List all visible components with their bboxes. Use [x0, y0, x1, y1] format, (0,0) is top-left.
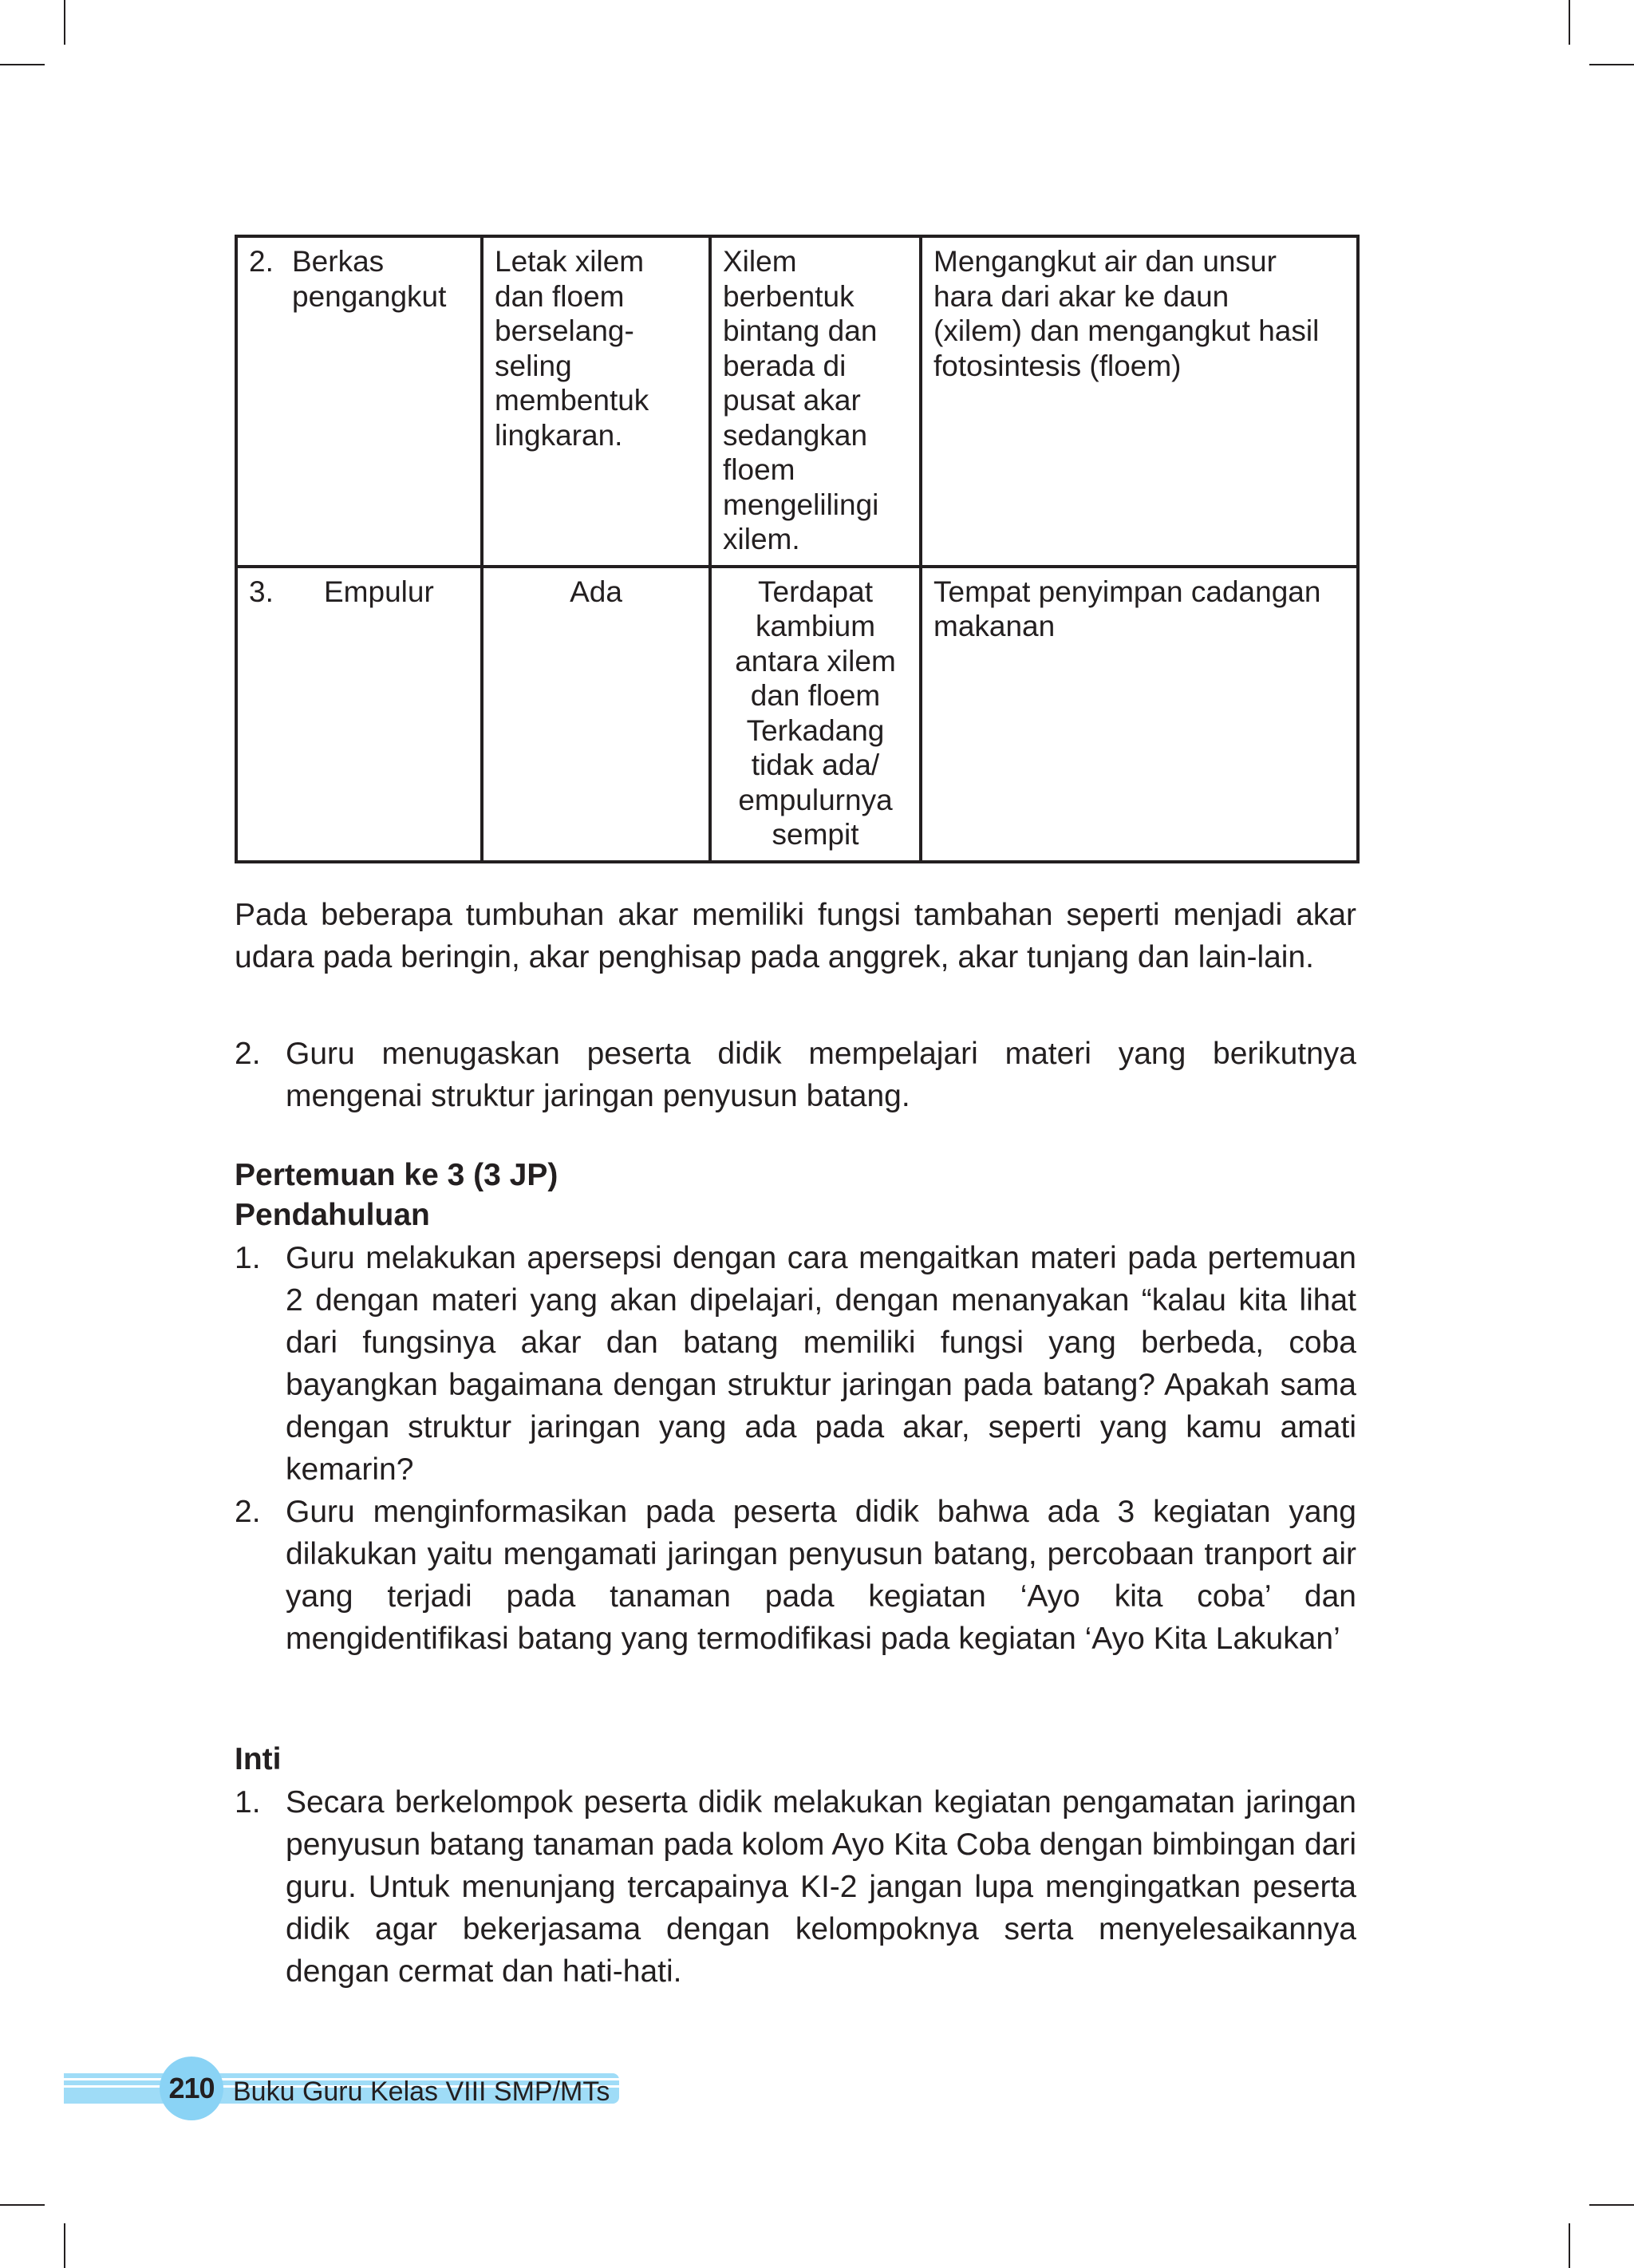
crop-mark [64, 0, 65, 45]
table-cell: Terdapat kambium antara xilem dan floem Terkadang tidak ada/ empulurnya sempit [710, 567, 921, 862]
list-text: Guru menugaskan peserta didik mempelajari materi yang berikutnya mengenai struktur jaringan penyusun batang. [286, 1037, 1356, 1113]
crop-mark [0, 64, 45, 65]
table-row [236, 567, 1358, 862]
subsection-heading: Inti [235, 1742, 282, 1776]
paragraph: Pada beberapa tumbuhan akar memiliki fungsi tambahan seperti menjadi akar udara pada beringin, akar penghisap pada anggrek, akar tunjang dan lain-lain. [235, 898, 1356, 974]
crop-mark [0, 2204, 45, 2206]
ordered-list [235, 1781, 1356, 1993]
ordered-list [235, 1237, 1356, 1660]
table-cell-part [236, 567, 482, 862]
row-number: 2. [249, 245, 274, 278]
ordered-list [235, 1033, 1356, 1117]
table-cell: Letak xilem dan floem berselang- seling membentuk lingkaran. [482, 236, 710, 567]
crop-mark [1589, 64, 1634, 65]
subsection-heading: Pendahuluan [235, 1198, 430, 1232]
table-cell: Xilem berbentuk bintang dan berada di pusat akar sedangkan floem mengelilingi xilem. [710, 236, 921, 567]
list-number: 2. [235, 1037, 261, 1071]
table-row [236, 236, 1358, 567]
root-structure-table [235, 235, 1360, 863]
part-name: Berkas pengangkut [292, 245, 447, 313]
crop-mark [1589, 2204, 1634, 2206]
list-number: 1. [235, 1785, 261, 1820]
list-text: Guru melakukan apersepsi dengan cara mengaitkan materi pada pertemuan 2 dengan materi yang akan dipelajari, dengan menanyakan “kalau kita lihat dari fungsinya akar dan batang memiliki fungsi yang berbeda, coba bayangkan bagaimana dengan struktur jaringan pada batang? Apakah sama dengan struktur jaringan yang ada pada akar, seperti yang kamu amati kemarin? [286, 1241, 1356, 1487]
list-text: Guru menginformasikan pada peserta didik bahwa ada 3 kegiatan yang dilakukan yaitu mengamati jaringan penyusun batang, percobaan tranport air yang terjadi pada tanaman pada kegiatan ‘Ayo kita coba’ dan mengidentifikasi batang yang termodifikasi pada kegiatan ‘Ayo Kita Lakukan’ [286, 1495, 1356, 1656]
section-heading: Pertemuan ke 3 (3 JP) [235, 1158, 558, 1192]
table-cell-part [236, 236, 482, 567]
part-name: Empulur [324, 575, 434, 608]
crop-mark [64, 2223, 65, 2268]
list-number: 1. [235, 1241, 261, 1275]
list-item [235, 1781, 1356, 1993]
table-cell-function: Tempat penyimpan cadangan makanan [921, 567, 1358, 862]
table-cell: Ada [482, 567, 710, 862]
list-text: Secara berkelompok peserta didik melakukan kegiatan pengamatan jaringan penyusun batang tanaman pada kolom Ayo Kita Coba dengan bimbingan dari guru. Untuk menunjang tercapainya KI-2 jangan lupa mengingatkan peserta didik agar bekerjasama dengan kelompoknya serta menyelesaikannya dengan cermat dan hati-hati. [286, 1785, 1356, 1989]
list-item [235, 1491, 1356, 1660]
crop-mark [1569, 2223, 1570, 2268]
crop-mark [1569, 0, 1570, 45]
list-number: 2. [235, 1495, 261, 1529]
table-cell-function: Mengangkut air dan unsur hara dari akar ke daun (xilem) dan mengangkut hasil fotosintesis (floem) [921, 236, 1358, 567]
page-number: 210 [160, 2057, 223, 2120]
book-title: Buku Guru Kelas VIII SMP/MTs [233, 2076, 610, 2107]
row-number: 3. [249, 575, 274, 608]
list-item [235, 1033, 1356, 1117]
list-item [235, 1237, 1356, 1491]
